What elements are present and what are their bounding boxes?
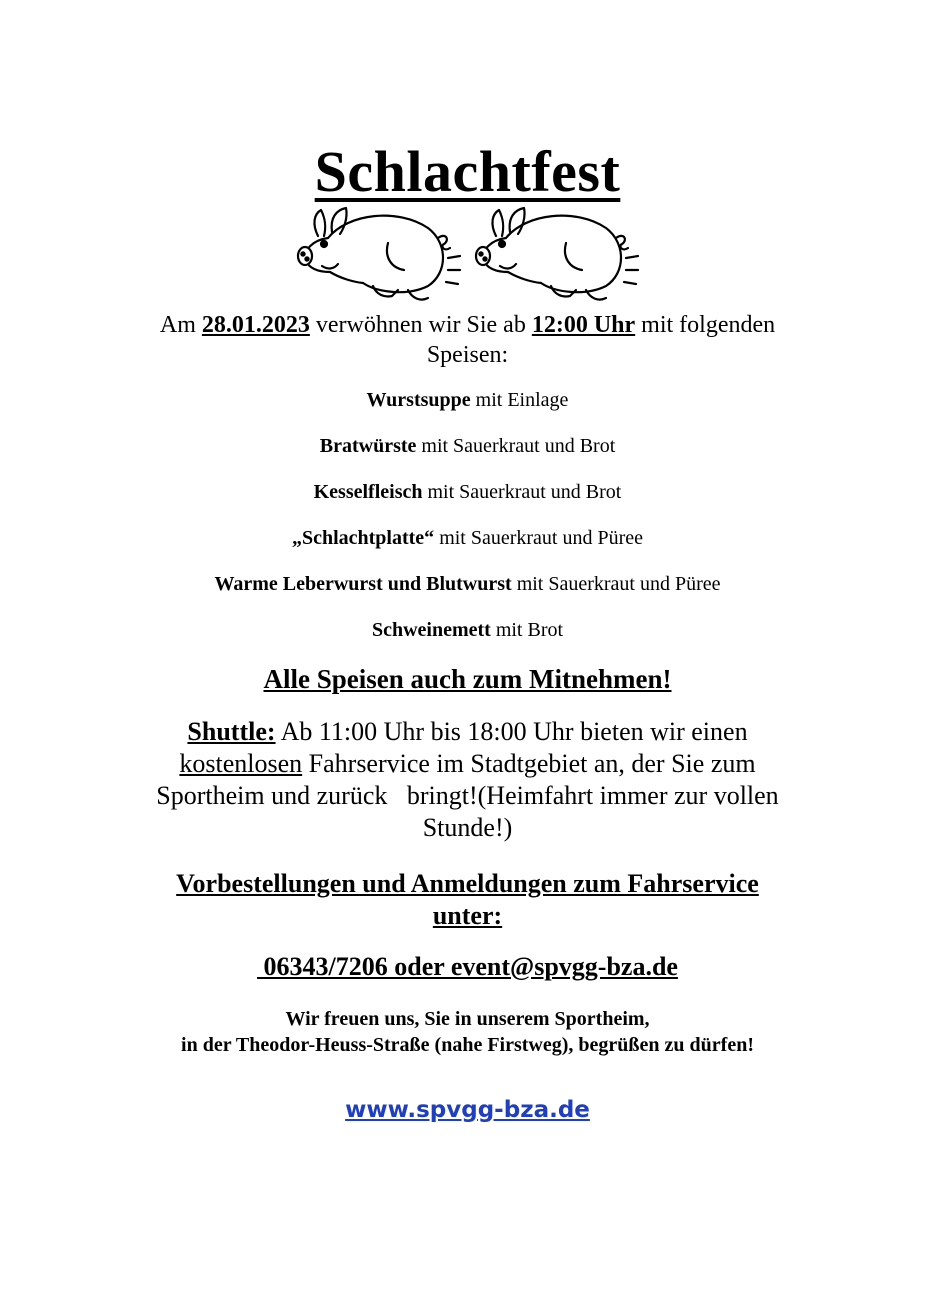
closing-line: Wir freuen uns, Sie in unserem Sportheim,: [285, 1008, 650, 1030]
dish-name: Schweinemett: [371, 619, 491, 641]
intro-line2: Speisen:: [426, 342, 509, 368]
shuttle-info: [115, 716, 820, 844]
menu-item: [0, 526, 935, 550]
menu-item: [0, 388, 935, 412]
takeaway-heading: Alle Speisen auch zum Mitnehmen!: [263, 664, 672, 694]
event-time: 12:00 Uhr: [531, 312, 636, 338]
dish-side: mit Sauerkraut und Püree: [511, 573, 721, 595]
intro-text: [0, 310, 935, 370]
menu-item: [0, 434, 935, 458]
page-title: Schlachtfest: [314, 139, 621, 204]
shuttle-text: Fahrservice im Stadtgebiet an, der Sie zum: [302, 749, 756, 778]
menu-item: [0, 480, 935, 504]
shuttle-text: Sportheim und zurück bringt!(Heimfahrt immer zur vollen: [156, 781, 779, 810]
dish-side: mit Einlage: [470, 389, 569, 411]
preorder-line: Vorbestellungen und Anmeldungen zum Fahrservice: [176, 869, 759, 898]
dish-side: mit Brot: [490, 619, 564, 641]
preorder-line: unter:: [432, 901, 503, 930]
dish-side: mit Sauerkraut und Brot: [416, 435, 616, 457]
menu-item: [0, 618, 935, 642]
event-date: 28.01.2023: [201, 312, 310, 338]
dish-name: Warme Leberwurst und Blutwurst: [214, 573, 512, 595]
pig-icon: [298, 208, 460, 300]
closing-line: in der Theodor-Heuss-Straße (nahe Firstweg), begrüßen zu dürfen!: [181, 1034, 754, 1056]
dish-name: Kesselfleisch: [313, 481, 423, 503]
shuttle-text: Ab 11:00 Uhr bis 18:00 Uhr bieten wir einen: [275, 717, 748, 746]
dish-name: „Schlachtplatte“: [291, 527, 435, 549]
shuttle-label: Shuttle:: [187, 717, 276, 746]
menu-item: [0, 572, 935, 596]
preorder-heading: [0, 868, 935, 932]
intro-prefix: Am: [159, 312, 202, 338]
shuttle-text: Stunde!): [422, 813, 513, 842]
contact-info[interactable]: 06343/7206 oder event@spvgg-bza.de: [257, 952, 678, 981]
website-link[interactable]: www.spvgg-bza.de: [345, 1097, 590, 1123]
closing-text: [0, 1006, 935, 1058]
running-pigs-illustration: [288, 198, 648, 308]
dish-side: mit Sauerkraut und Brot: [422, 481, 622, 503]
pig-icon: [476, 208, 638, 300]
intro-suffix: mit folgenden: [635, 312, 776, 338]
dish-side: mit Sauerkraut und Püree: [434, 527, 644, 549]
intro-middle: verwöhnen wir Sie ab: [309, 312, 532, 338]
shuttle-free: kostenlosen: [179, 749, 303, 778]
dish-name: Bratwürste: [319, 435, 417, 457]
dish-name: Wurstsuppe: [366, 389, 471, 411]
